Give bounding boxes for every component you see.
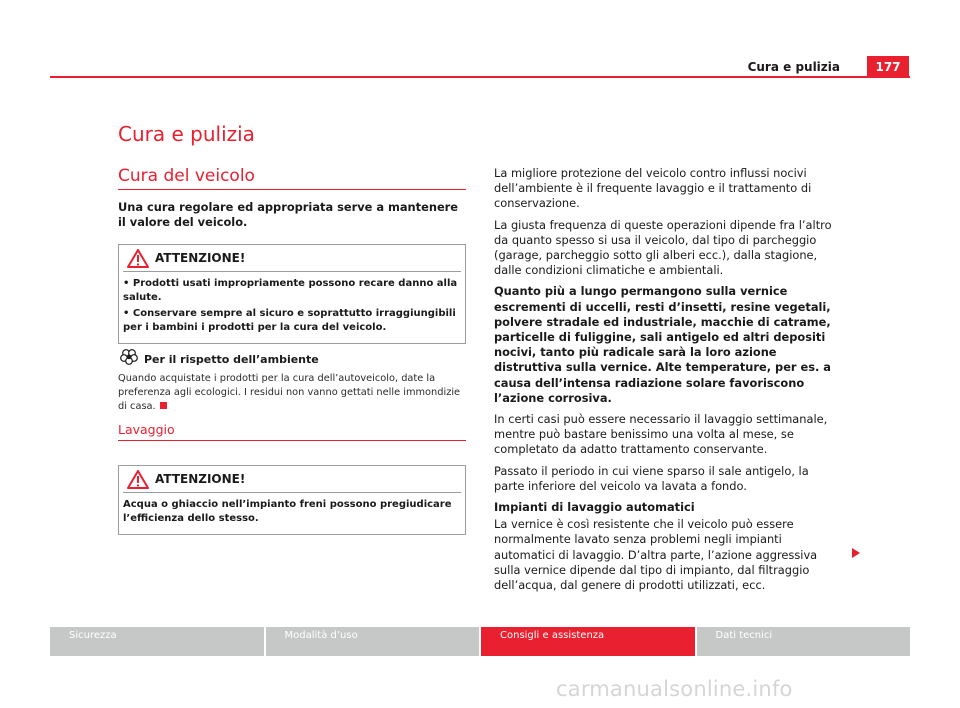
header-title: Cura e pulizia xyxy=(747,60,840,74)
environment-heading xyxy=(118,348,319,366)
environment-text-content: Quando acquistate i prodotti per la cura dell’autoveicolo, date la preferenza agli ecologici. I residui non vanno gettati nelle immondizie di casa. xyxy=(118,373,461,412)
warning-item: • Prodotti usati impropriamente possono recare danno alla salute. xyxy=(123,278,458,303)
environment-text xyxy=(118,372,468,414)
footer-nav xyxy=(50,627,910,656)
subheading: Impianti di lavaggio automatici xyxy=(494,500,695,515)
bold-paragraph: Quanto più a lungo permangono sulla vernice escrementi di uccelli, resti d’insetti, resine vegetali, polvere stradale ed industriale, macchie di catrame, particelle di fuliggine, sali antigelo ed altri depositi nocivi, tanto più radicale sarà la loro azione distruttiva sulla vernice. Alte temperature, per es. a causa dell’intensa radiazione solare favoriscono l’azione corrosiva. xyxy=(494,284,831,405)
warning-label: ATTENZIONE! xyxy=(155,251,246,265)
warning-header xyxy=(119,245,465,271)
warning-box-1 xyxy=(118,244,466,344)
warning-label: ATTENZIONE! xyxy=(155,472,246,486)
section-intro: Una cura regolare ed appropriata serve a mantenere il valore del veicolo. xyxy=(118,200,459,229)
warning-body xyxy=(119,493,465,534)
paragraph: In certi casi può essere necessario il lavaggio settimanale, mentre può bastare benissimo una volta al mese, se completato da adatto trattamento conservante. xyxy=(494,412,828,457)
footer-tab-sicurezza[interactable]: Sicurezza xyxy=(50,627,266,656)
section-title: Cura del veicolo xyxy=(118,166,255,186)
page-number: 177 xyxy=(867,56,909,78)
warning-box-2 xyxy=(118,465,466,535)
warning-triangle-icon xyxy=(127,470,149,489)
environment-title: Per il rispetto dell’ambiente xyxy=(144,353,319,366)
paragraph: La migliore protezione del veicolo contro influssi nocivi dell’ambiente è il frequente lavaggio e il trattamento di conservazione. xyxy=(494,166,812,211)
warning-triangle-icon xyxy=(127,249,149,268)
paragraph: La giusta frequenza di queste operazioni dipende fra l’altro da quanto spesso si usa il veicolo, dal tipo di parcheggio (garage, parcheggio sotto gli alberi ecc.), dalla stagione, dalle condizioni climatiche e ambientali. xyxy=(494,217,832,278)
footer-tab-modalita-duso[interactable]: Modalità d’uso xyxy=(266,627,482,656)
warning-body xyxy=(119,272,465,343)
warning-header xyxy=(119,466,465,492)
warning-item: • Conservare sempre al sicuro e soprattutto irraggiungibili per i bambini i prodotti per la cura del veicolo. xyxy=(123,308,456,333)
section-rule xyxy=(118,189,466,190)
header-rule xyxy=(50,76,910,78)
flower-icon xyxy=(118,348,142,366)
right-column xyxy=(494,166,839,599)
footer-tab-dati-tecnici[interactable]: Dati tecnici xyxy=(697,627,911,656)
watermark: carmanualsonline.info xyxy=(556,677,793,701)
end-of-section-marker xyxy=(160,402,167,409)
subsection-rule xyxy=(118,440,466,441)
footer-tab-consigli-e-assistenza[interactable]: Consigli e assistenza xyxy=(481,627,697,656)
warning-text: Acqua o ghiaccio nell’impianto freni possono pregiudicare l’efficienza dello stesso. xyxy=(123,499,452,524)
chapter-title: Cura e pulizia xyxy=(118,122,255,146)
continue-arrow-icon xyxy=(852,548,860,558)
paragraph: Passato il periodo in cui viene sparso il sale antigelo, la parte inferiore del veicolo va lavata a fondo. xyxy=(494,463,809,493)
paragraph: La vernice è così resistente che il veicolo può essere normalmente lavato senza problemi negli impianti automatici di lavaggio. D’altra parte, l’azione aggressiva sulla vernice dipende dal tipo di impianto, dal filtraggio dell’acqua, dal genere di prodotti utilizzati, ecc. xyxy=(494,517,818,593)
subsection-title: Lavaggio xyxy=(118,422,175,437)
